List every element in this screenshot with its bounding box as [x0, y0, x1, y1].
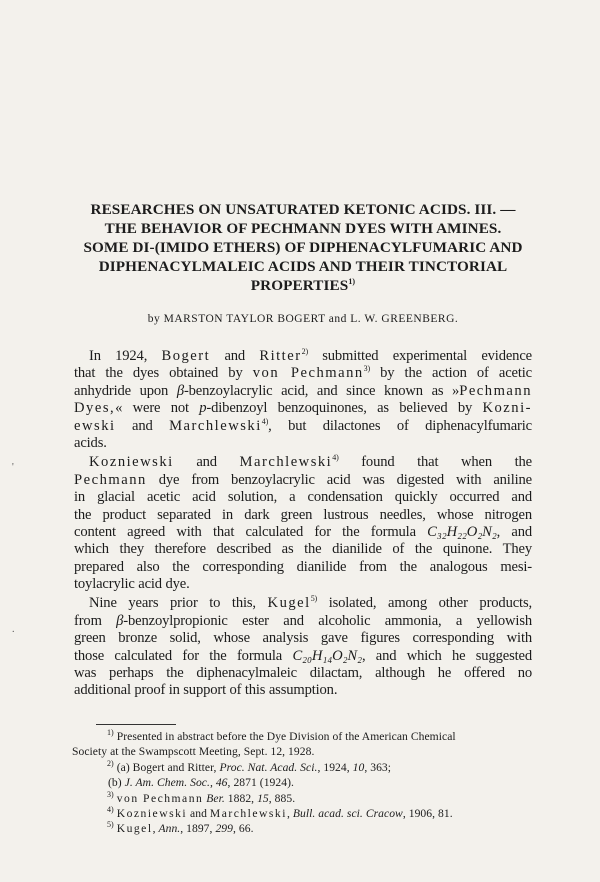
footnote-3: $^{3)}$ von Pechmann Ber. 1882, 15, 885. — [107, 789, 296, 805]
text-line: Pechmann dye from benzoylacrylic acid was digested with aniline — [74, 471, 532, 488]
text-line: Nine years prior to this, Kugel$^{5)}$ isolated, among other products, — [89, 594, 532, 612]
text-line: the product separated in dark green lustrous needles, whose nitrogen — [74, 506, 532, 523]
author-line: by MARSTON TAYLOR BOGERT and L. W. GREENBERG. — [147, 313, 459, 325]
footnote-4: $^{4)}$ Kozniewski and Marchlewski, Bull. acad. sci. Cracow, 1906, 81. — [107, 805, 453, 821]
title-line-5: PROPERTIES$^{1)}$ — [250, 276, 356, 294]
author-name: MARSTON TAYLOR BOGERT — [163, 313, 326, 325]
text-line: additional proof in support of this assumption. — [74, 682, 338, 699]
text-line: anhydride upon β-benzoylacrylic acid, and since known as »Pechmann — [74, 382, 532, 399]
paragraph-2 — [74, 454, 532, 593]
text-line: toylacrylic acid dye. — [74, 576, 190, 593]
title-line-4: DIPHENACYLMALEIC ACIDS AND THEIR TINCTORIAL — [98, 258, 508, 275]
text-line: Kozniewski and Marchlewski$^{4)}$ found that when the — [89, 453, 532, 471]
footnote-5: $^{5)}$ Kugel, Ann., 1897, 299, 66. — [107, 820, 254, 836]
author-name: L. W. GREENBERG. — [350, 313, 459, 325]
footnotes — [72, 729, 534, 837]
text-line: which they therefore described as the dianilide of the quinone. They — [74, 541, 532, 558]
paragraph-1 — [74, 348, 532, 452]
title-line-2: THE BEHAVIOR OF PECHMANN DYES WITH AMINES. — [104, 220, 502, 237]
text-line: acids. — [74, 434, 107, 451]
body-text — [74, 348, 532, 702]
footnote-ref: 1) — [348, 276, 356, 286]
chemical-formula: C₃₂H₂₂O₂N₂ — [427, 523, 497, 540]
footnote-2-b: (b) J. Am. Chem. Soc., 46, 2871 (1924). — [108, 776, 294, 790]
margin-mark: . — [12, 624, 15, 635]
chemical-formula: C₂₀H₁₄O₂N₂ — [292, 647, 362, 664]
title-line-1: RESEARCHES ON UNSATURATED KETONIC ACIDS. III. — — [90, 201, 516, 218]
text-line: green bronze solid, whose analysis gave figures corresponding with — [74, 630, 532, 647]
text-line: In 1924, Bogert and Ritter$^{2)}$ submitted experimental evidence — [89, 347, 532, 364]
article-title — [68, 200, 538, 295]
title-line-3: SOME DI-(IMIDO ETHERS) OF DIPHENACYLFUMARIC AND — [83, 239, 523, 256]
text-line: from β-benzoylpropionic ester and alcoholic ammonia, a yellowish — [74, 612, 532, 629]
text-line: prepared also the corresponding dianilide from the analogous mesi- — [74, 558, 532, 575]
paragraph-3 — [74, 595, 532, 699]
text-line: in glacial acetic acid solution, a condensation quickly occurred and — [74, 489, 532, 506]
text-line: was perhaps the diphenacylmaleic dilactam, although he offered no — [74, 665, 532, 682]
text-line: content agreed with that calculated for the formula C₃₂H₂₂O₂N₂, and — [74, 523, 532, 540]
text-line: that the dyes obtained by von Pechmann$^{3)}$ by the action of acetic — [74, 364, 532, 382]
margin-mark: ' — [12, 462, 14, 473]
footnote-1: $^{1)}$ Presented in abstract before the Dye Division of the American Chemical — [107, 728, 456, 743]
footnote-divider — [96, 724, 176, 725]
footnote-1-cont: Society at the Swampscott Meeting, Sept. 12, 1928. — [72, 745, 315, 759]
footnote-2: $^{2)}$ (a) Bogert and Ritter, Proc. Nat. Acad. Sci., 1924, 10, 363; — [107, 758, 392, 774]
text-line: Dyes,« were not p-dibenzoyl benzoquinones, as believed by Kozni- — [74, 400, 532, 417]
text-line: ewski and Marchlewski$^{4)}$, but dilactones of diphenacylfumaric — [74, 416, 532, 434]
text-line: those calculated for the formula C₂₀H₁₄O₂N₂, and which he suggested — [74, 647, 532, 664]
